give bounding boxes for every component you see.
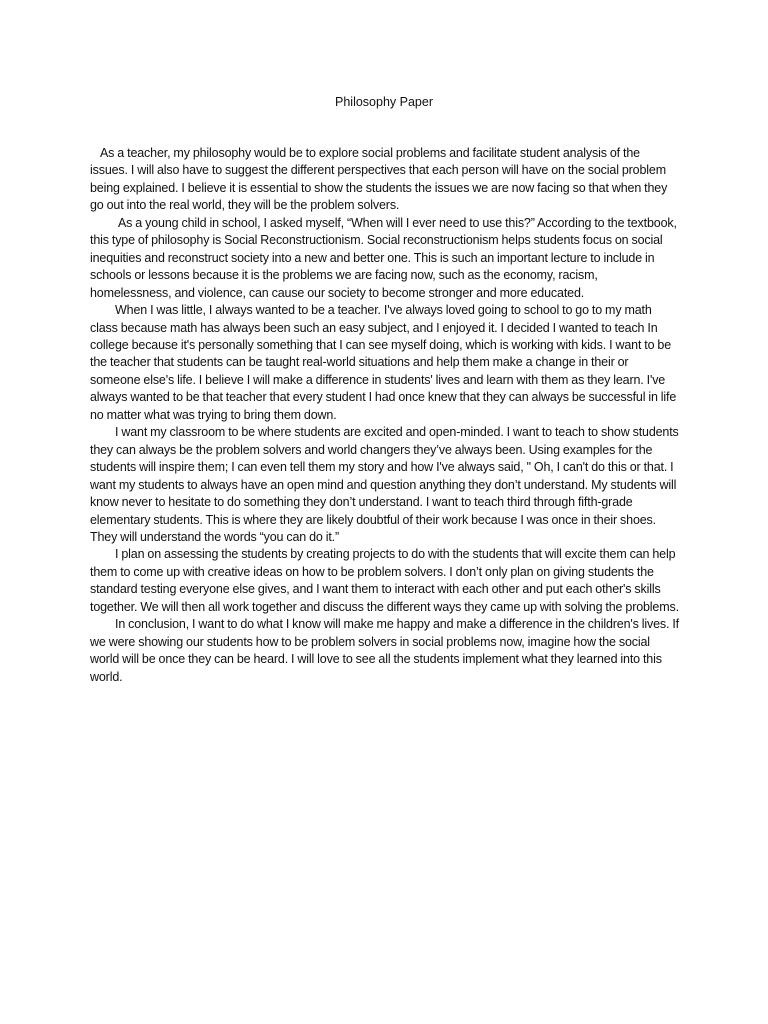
document-body <box>90 145 680 686</box>
paragraph-5: I plan on assessing the students by creating projects to do with the students that will excite them can help them to come up with creative ideas on how to be problem solvers. I don’t only plan on giving students the standard testing everyone else gives, and I want them to interact with each other and put each other's skills together. We will then all work together and discuss the different ways they came up with solving the problems. <box>90 547 679 614</box>
paragraph-2: As a young child in school, I asked myself, “When will I ever need to use this?” According to the textbook, this type of philosophy is Social Reconstructionism. Social reconstructionism helps students focus on social inequities and reconstruct society into a new and better one. This is such an important lecture to include in schools or lessons because it is the problems we are facing now, such as the economy, racism, homelessness, and violence, can cause our society to become stronger and more educated. <box>90 215 677 300</box>
paragraph-3: When I was little, I always wanted to be a teacher. I've always loved going to school to go to my math class because math has always been such an easy subject, and I enjoyed it. I decided I wanted to teach In college because it's personally something that I can see myself doing, which is working with kids. I want to be the teacher that students can be taught real-world situations and help them make a change in their or someone else's life. I believe I will make a difference in students' lives and learn with them as they learn. I've always wanted to be that teacher that every student I had once knew that they can always be successful in life no matter what was trying to bring them down. <box>90 303 677 422</box>
paragraph-1: As a teacher, my philosophy would be to explore social problems and facilitate student analysis of the issues. I will also have to suggest the different perspectives that each person will have on the social problem being explained. I believe it is essential to show the students the issues we are now facing so that when they go out into the real world, they will be the problem solvers. <box>90 146 668 213</box>
paragraph-6: In conclusion, I want to do what I know will make me happy and make a difference in the children's lives. If we were showing our students how to be problem solvers in social problems now, imagine how the social world will be once they can be heard. I will love to see all the students implement what they learned into this world. <box>90 617 679 684</box>
paragraph-4: I want my classroom to be where students are excited and open-minded. I want to teach to show students they can always be the problem solvers and world changers they’ve always been. Using examples for the students will inspire them; I can even tell them my story and how I've always said, " Oh, I can't do this or that. I want my students to always have an open mind and question anything they don’t understand. My students will know never to hesitate to do something they don’t understand. I want to teach third through fifth-grade elementary students. This is where they are likely doubtful of their work because I was once in their shoes. They will understand the words “you can do it.” <box>90 425 679 544</box>
document-title: Philosophy Paper <box>335 95 433 109</box>
